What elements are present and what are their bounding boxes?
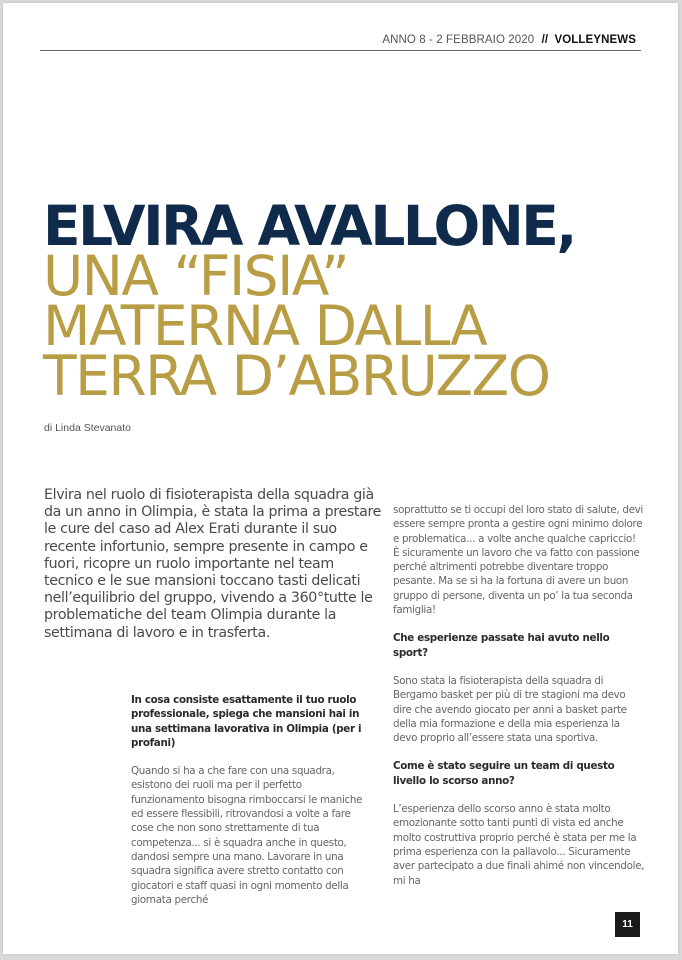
title-line-4: TERRA D’ABRUZZO (43, 344, 550, 408)
answer-3: L’esperienza dello scorso anno è stata molto emozionante sotto tanti punti di vista ed anche molto costruttiva proprio perché è stata per me la prima esperienza con la pallavolo... Sicuramente aver partecipato a due finali ahimé non vincendole, mi ha (393, 803, 645, 887)
answer-2: Sono stata la fisioterapista della squadra di Bergamo basket per più di tre stagioni ma devo dire che avendo giocato per anni a basket parte della mia formazione e della mia esperienza la devo proprio all’essere stata una sportiva. (393, 674, 627, 745)
answer-1: Quando si ha a che fare con una squadra, esistono dei ruoli ma per il perfetto funzionamento bisogna rimboccarsi le maniche ed essere flessibili, ritrovandosi a volte a fare cose che non sono strettamente di tua competenza... si è squadra anche in questo, dandosi sempre una mano. Lavorare in una squadra significa avere stretto contatto con giocatori e staff quasi in ogni momento della giornata perché (131, 765, 363, 906)
question-3: Come è stato seguire un team di questo livello lo scorso anno? (393, 760, 615, 787)
title-line-1: ELVIRA AVALLONE, (43, 194, 575, 258)
title-line-2: UNA “FISIA” (43, 244, 349, 308)
page-number-badge: 11 (615, 912, 640, 937)
answer-1-continued-2: È sicuramente un lavoro che va fatto con passione perché altrimenti potrebbe diventare troppo pesante. Ma se si ha la fortuna di avere un buon gruppo di persone, diventa un po’ la tua seconda famiglia! (393, 546, 640, 617)
author-byline: di Linda Stevanato (44, 422, 131, 434)
article-title (43, 194, 575, 408)
header-separator: // (541, 34, 549, 46)
brand-name: VOLLEYNEWS (554, 34, 636, 46)
left-column (131, 693, 375, 921)
article-intro: Elvira nel ruolo di fisioterapista della squadra già da un anno in Olimpia, è stata la prima a prestare le cure del caso ad Alex Erati durante il suo recente infortunio, sempre presente in campo e fuori, ricopre un ruolo importante nel team tecnico e le sue mansioni toccano tasti delicati nell’equilibrio del gruppo, vivendo a 360°tutte le problematiche del team Olimpia durante la settimana di lavoro e in trasferta. (44, 487, 382, 641)
right-column (393, 503, 645, 902)
issue-date: ANNO 8 - 2 FEBBRAIO 2020 (382, 34, 535, 46)
magazine-page (3, 3, 678, 954)
question-2: Che esperienze passate hai avuto nello sport? (393, 632, 610, 659)
page-header (382, 34, 636, 46)
title-line-3: MATERNA DALLA (43, 294, 487, 358)
answer-1-continued: soprattutto se ti occupi del loro stato di salute, devi essere sempre pronta a gestire ogni minimo dolore e problematica... a volte anche qualche capriccio! (393, 504, 643, 545)
question-1: In cosa consiste esattamente il tuo ruolo professionale, spiega che mansioni hai in una settimana lavorativa in Olimpia (per i profani) (131, 694, 362, 749)
header-divider (40, 50, 641, 51)
